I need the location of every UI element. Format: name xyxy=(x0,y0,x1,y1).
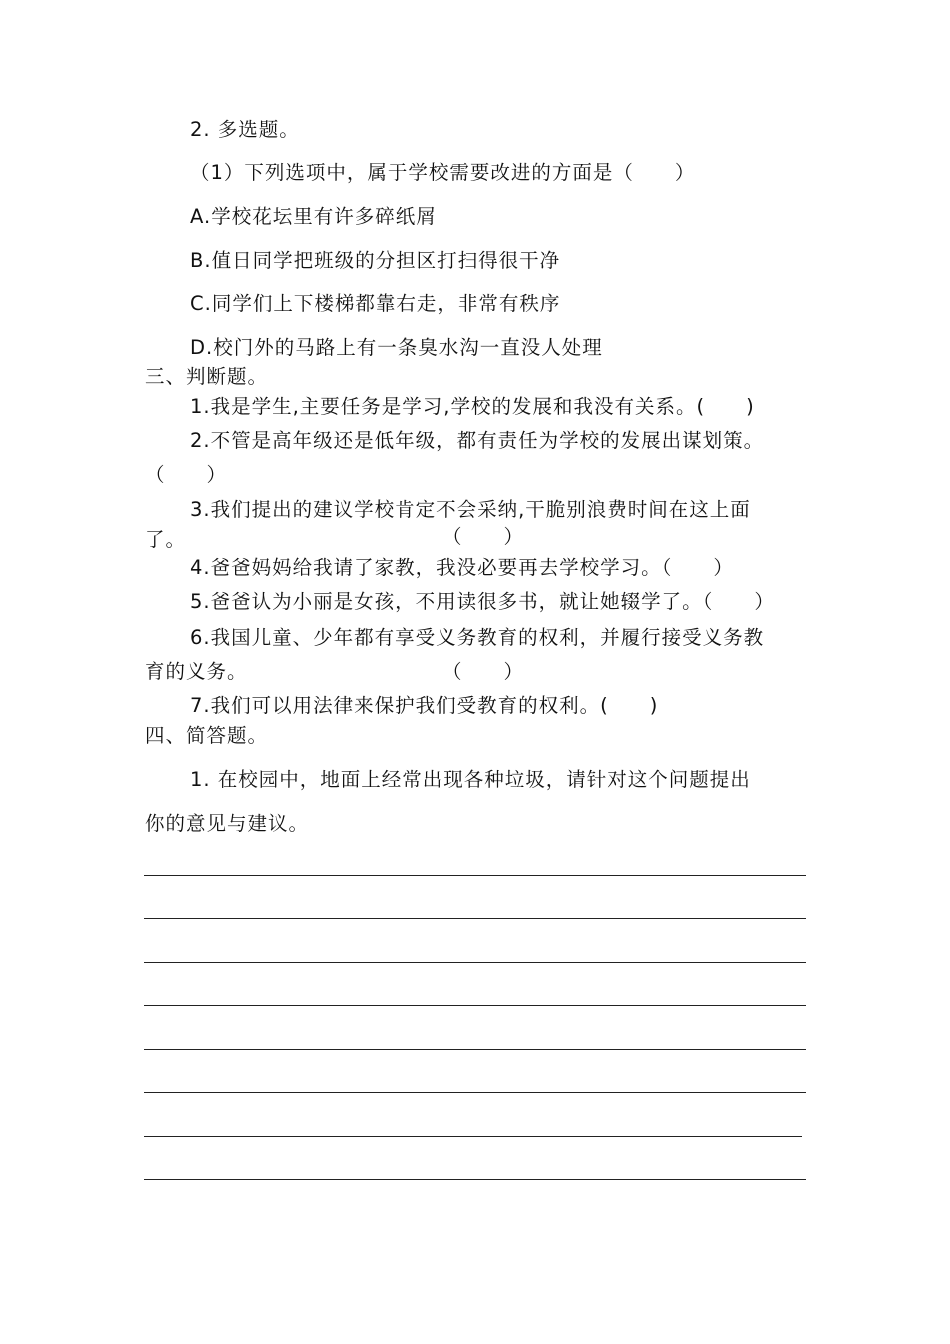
judge-item-4: 4.爸爸妈妈给我请了家教，我没必要再去学校学习。（ ） xyxy=(190,556,734,579)
option-b: B.值日同学把班级的分担区打扫得很干净 xyxy=(190,249,561,272)
judge-item-7: 7.我们可以用法律来保护我们受教育的权利。( ) xyxy=(190,694,659,717)
answer-line[interactable] xyxy=(144,962,806,963)
option-c: C.同学们上下楼梯都靠右走，非常有秩序 xyxy=(190,292,561,315)
judge-item-3-end: 了。 xyxy=(145,528,187,551)
short-answer-question-line1: 1. 在校园中，地面上经常出现各种垃圾，请针对这个问题提出 xyxy=(190,768,751,791)
judge-item-6-paren: （ ） xyxy=(442,660,525,683)
judge-item-2-paren: （ ） xyxy=(145,463,228,486)
judge-item-3: 3.我们提出的建议学校肯定不会采纳,干脆别浪费时间在这上面 xyxy=(190,498,751,521)
answer-line[interactable] xyxy=(144,1092,806,1093)
judge-item-3-paren: （ ） xyxy=(442,525,525,548)
answer-line[interactable] xyxy=(144,1136,802,1137)
judge-item-1: 1.我是学生,主要任务是学习,学校的发展和我没有关系。( ) xyxy=(190,395,755,418)
answer-line[interactable] xyxy=(144,918,806,919)
option-a: A.学校花坛里有许多碎纸屑 xyxy=(190,205,437,228)
answer-line[interactable] xyxy=(144,875,806,876)
short-answer-question-line2: 你的意见与建议。 xyxy=(145,812,310,835)
option-d: D.校门外的马路上有一条臭水沟一直没人处理 xyxy=(190,336,603,359)
judge-item-6-end: 育的义务。 xyxy=(145,660,248,683)
answer-line[interactable] xyxy=(144,1179,806,1180)
multi-choice-heading: 2. 多选题。 xyxy=(190,118,300,141)
multi-choice-question: （1）下列选项中，属于学校需要改进的方面是（ ） xyxy=(190,161,696,184)
judge-item-6: 6.我国儿童、少年都有享受义务教育的权利，并履行接受义务教 xyxy=(190,626,765,649)
answer-line[interactable] xyxy=(144,1005,806,1006)
judge-heading: 三、判断题。 xyxy=(145,365,269,388)
judge-item-5: 5.爸爸认为小丽是女孩，不用读很多书，就让她辍学了。（ ） xyxy=(190,590,775,613)
short-answer-heading: 四、简答题。 xyxy=(145,724,269,747)
answer-line[interactable] xyxy=(144,1049,806,1050)
judge-item-2: 2.不管是高年级还是低年级，都有责任为学校的发展出谋划策。 xyxy=(190,429,765,452)
